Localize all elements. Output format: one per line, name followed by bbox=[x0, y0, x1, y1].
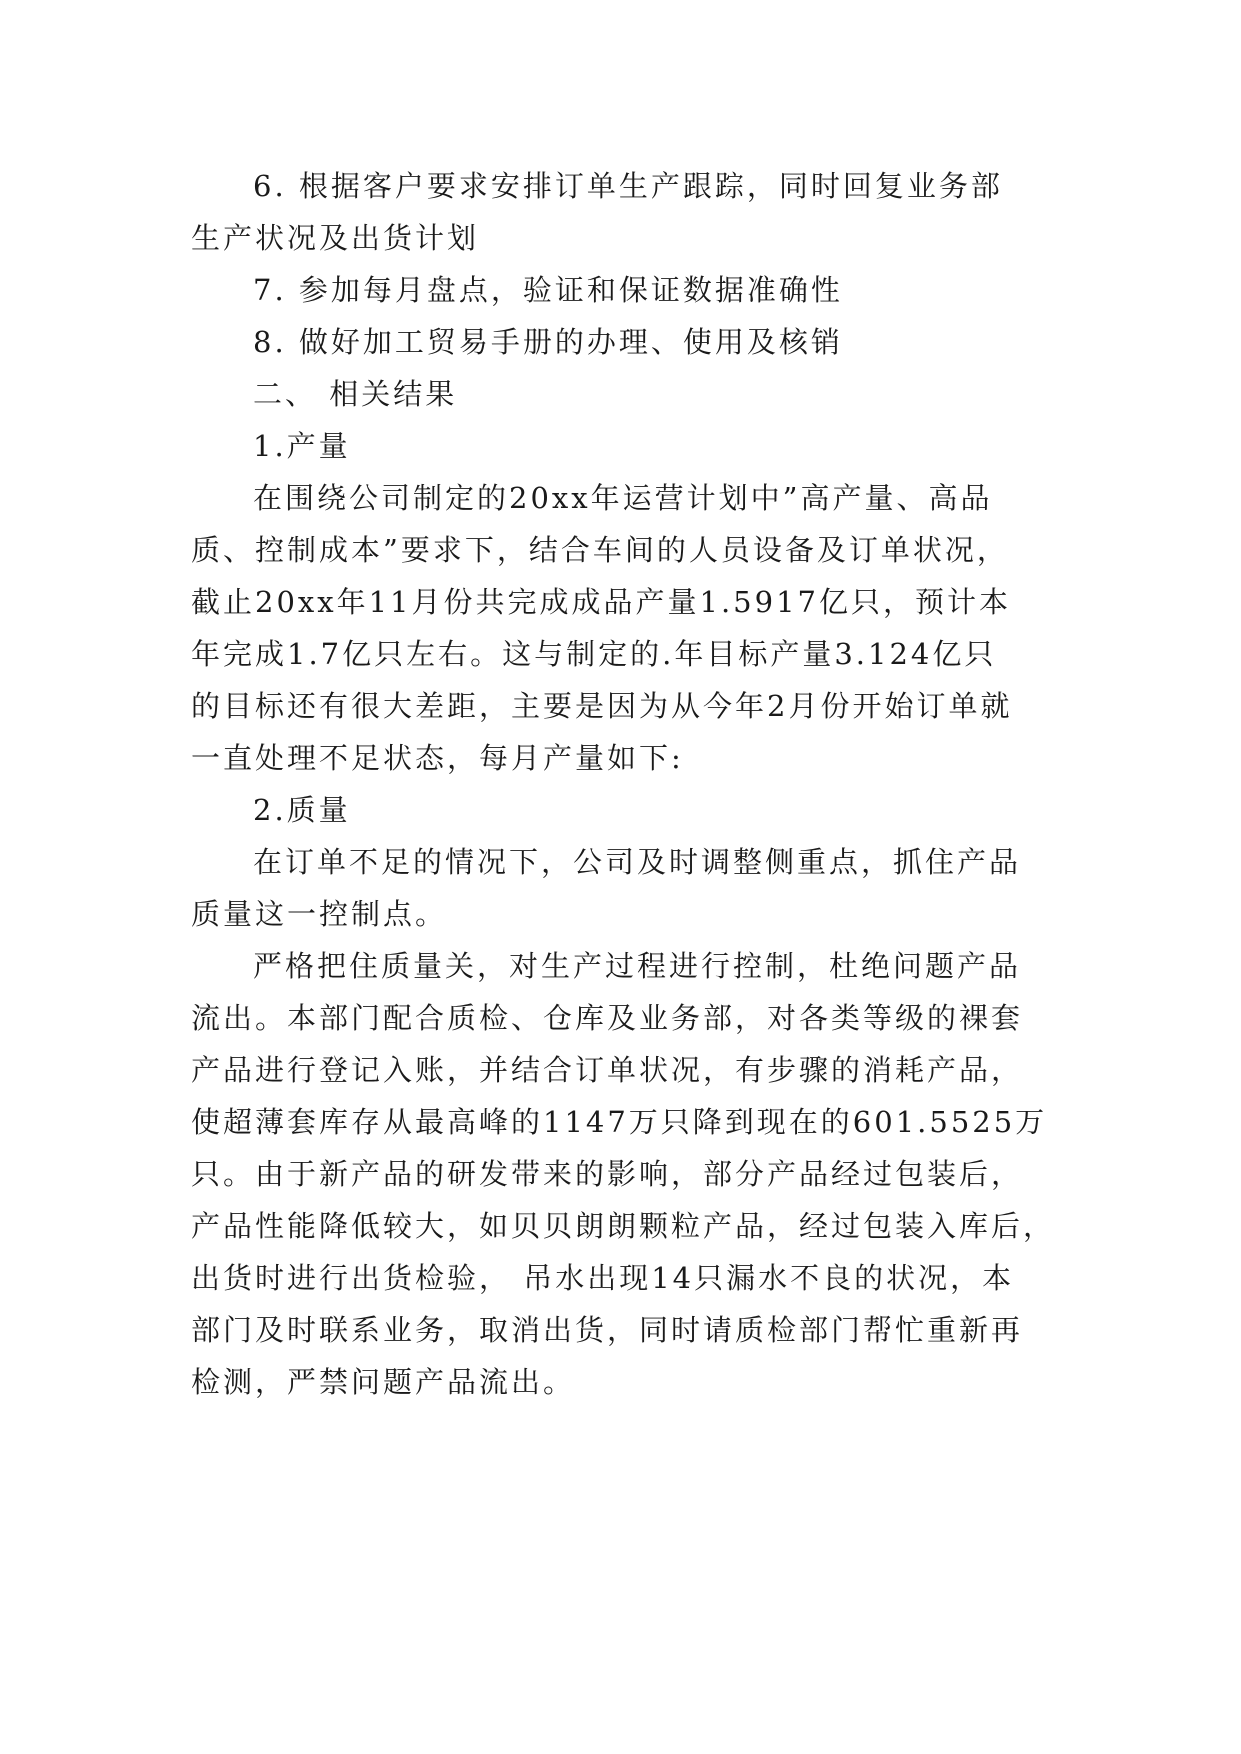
text-line: 6. 根据客户要求安排订单生产跟踪，同时回复业务部 bbox=[253, 169, 1003, 203]
text-line: 检测，严禁问题产品流出。 bbox=[191, 1365, 576, 1399]
text-line: 质量这一控制点。 bbox=[191, 897, 448, 931]
text-line: 生产状况及出货计划 bbox=[191, 221, 480, 255]
text-line: 一直处理不足状态，每月产量如下: bbox=[191, 741, 684, 775]
subsection-heading: 1.产量 bbox=[253, 429, 351, 463]
text-line: 使超薄套库存从最高峰的1147万只降到现在的601.5525万 bbox=[191, 1105, 1048, 1139]
text-line: 只。由于新产品的研发带来的影响，部分产品经过包装后， bbox=[191, 1157, 1024, 1191]
text-line: 严格把住质量关，对生产过程进行控制，杜绝问题产品 bbox=[253, 949, 1022, 983]
text-line: 产品进行登记入账，并结合订单状况，有步骤的消耗产品， bbox=[191, 1053, 1024, 1087]
text-line: 8. 做好加工贸易手册的办理、使用及核销 bbox=[253, 325, 843, 359]
text-line: 出货时进行出货检验， 吊水出现14只漏水不良的状况，本 bbox=[191, 1261, 1015, 1295]
text-line: 流出。本部门配合质检、仓库及业务部，对各类等级的裸套 bbox=[191, 1001, 1024, 1035]
text-line: 部门及时联系业务，取消出货，同时请质检部门帮忙重新再 bbox=[191, 1313, 1024, 1347]
text-line: 在订单不足的情况下，公司及时调整侧重点，抓住产品 bbox=[253, 845, 1022, 879]
section-heading: 二、 相关结果 bbox=[253, 377, 458, 411]
text-line: 年完成1.7亿只左右。这与制定的.年目标产量3.124亿只 bbox=[191, 637, 997, 671]
text-line: 7. 参加每月盘点，验证和保证数据准确性 bbox=[253, 273, 843, 307]
text-line: 质、控制成本”要求下，结合车间的人员设备及订单状况， bbox=[191, 533, 1009, 567]
text-line: 截止20xx年11月份共完成成品产量1.5917亿只，预计本 bbox=[191, 585, 1011, 619]
text-line: 产品性能降低较大，如贝贝朗朗颗粒产品，经过包装入库后， bbox=[191, 1209, 1056, 1243]
text-line: 的目标还有很大差距，主要是因为从今年2月份开始订单就 bbox=[191, 689, 1013, 723]
text-line: 在围绕公司制定的20xx年运营计划中”高产量、高品 bbox=[253, 481, 993, 515]
subsection-heading: 2.质量 bbox=[253, 793, 351, 827]
